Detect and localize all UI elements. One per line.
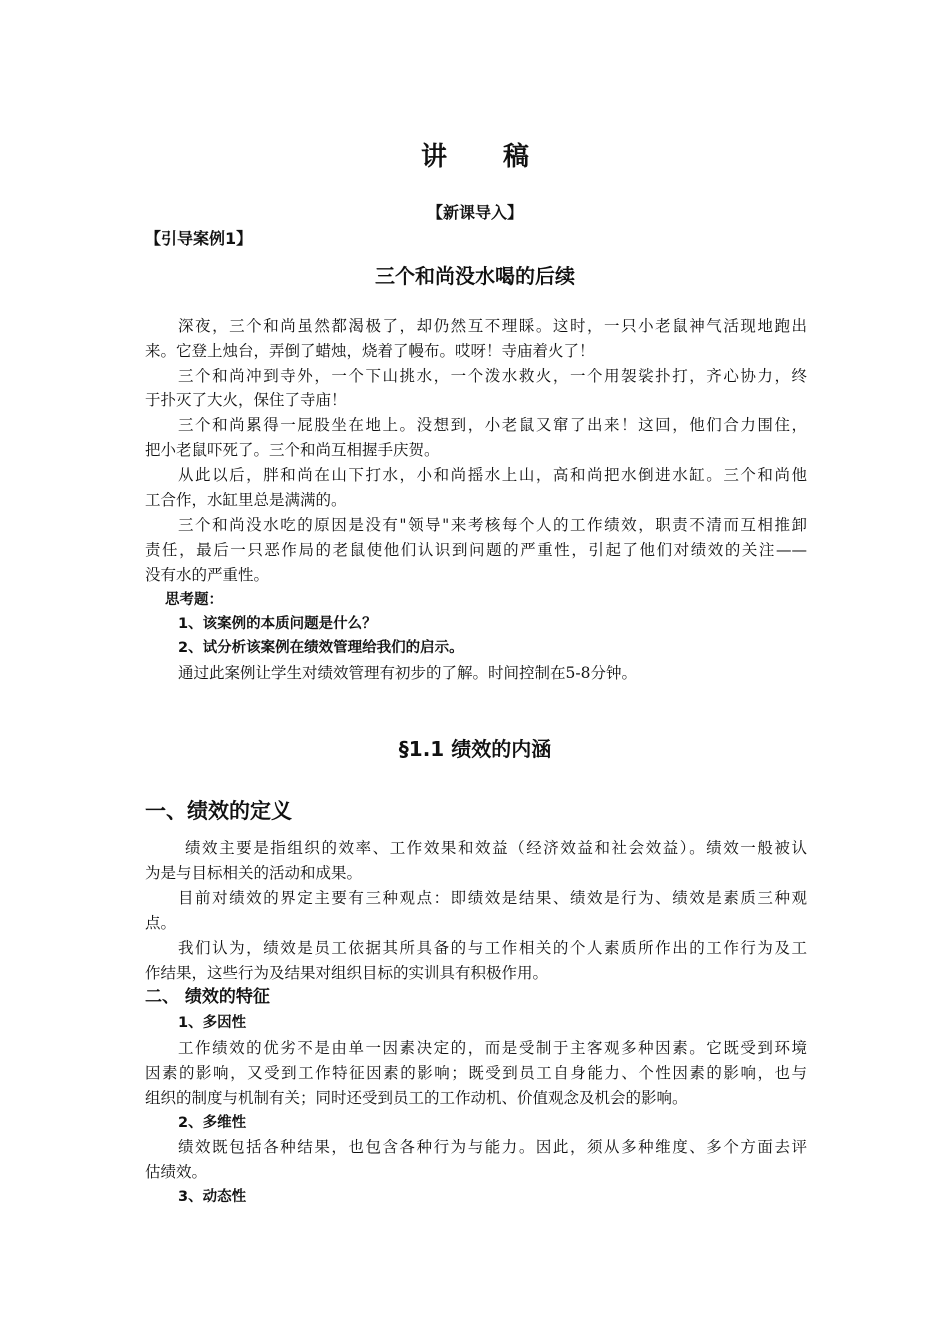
story-line: 于扑灭了大火，保住了寺庙！ (145, 391, 347, 409)
feature-line: 估绩效。 (145, 1163, 208, 1181)
case-label: 【引导案例1】 (145, 229, 253, 248)
section-title: §1.1 绩效的内涵 (398, 737, 552, 761)
feature-line: 工作绩效的优劣不是由单一因素决定的，而是受制于主客观多种因素。它既受到环境 (178, 1039, 807, 1057)
title-char-1: 讲 (420, 142, 447, 172)
story-line: 责任，最后一只恶作局的老鼠使他们认识到问题的严重性，引起了他们对绩效的关注—— (145, 541, 807, 559)
feature-title: 2、多维性 (178, 1115, 247, 1131)
feature-line: 因素的影响，又受到工作特征因素的影响；既受到员工自身能力、个性因素的影响，也与 (145, 1064, 807, 1082)
story-line: 三个和尚累得一屁股坐在地上。没想到，小老鼠又窜了出来！这回，他们合力围住， (178, 416, 807, 434)
feature-line: 绩效既包括各种结果，也包含各种行为与能力。因此，须从多种维度、多个方面去评 (178, 1138, 807, 1156)
question-item: 2、试分析该案例在绩效管理给我们的启示。 (178, 640, 464, 656)
definition-line: 作结果，这些行为及结果对组织目标的实训具有积极作用。 (145, 964, 549, 982)
story-line: 从此以后，胖和尚在山下打水，小和尚摇水上山，高和尚把水倒进水缸。三个和尚他 (178, 466, 807, 484)
heading-definition: 一、绩效的定义 (145, 799, 292, 823)
definition-line: 点。 (145, 914, 177, 932)
definition-line: 我们认为，绩效是员工依据其所具备的与工作相关的个人素质所作出的工作行为及工 (178, 939, 807, 957)
feature-title: 1、多因性 (178, 1015, 247, 1031)
feature-line: 组织的制度与机制有关；同时还受到员工的工作动机、价值观念及机会的影响。 (145, 1089, 688, 1107)
story-line: 来。它登上烛台，弄倒了蜡烛，烧着了幔布。哎呀！寺庙着火了！ (145, 342, 595, 360)
story-title: 三个和尚没水喝的后续 (375, 264, 575, 288)
question-item: 1、该案例的本质问题是什么？ (178, 616, 377, 632)
story-line: 三个和尚没水吃的原因是没有"领导"来考核每个人的工作绩效，职责不清而互相推卸 (178, 516, 807, 534)
questions-label: 思考题： (165, 592, 223, 608)
story-line: 没有水的严重性。 (145, 566, 270, 584)
title-char-2: 稿 (503, 142, 530, 172)
story-line: 把小老鼠吓死了。三个和尚互相握手庆贺。 (145, 441, 440, 459)
definition-line: 目前对绩效的界定主要有三种观点：即绩效是结果、绩效是行为、绩效是素质三种观 (178, 889, 807, 907)
story-line: 深夜，三个和尚虽然都渴极了，却仍然互不理睬。这时，一只小老鼠神气活现地跑出 (178, 317, 807, 335)
feature-title: 3、动态性 (178, 1189, 247, 1205)
document-title (0, 136, 950, 173)
case-note: 通过此案例让学生对绩效管理有初步的了解。时间控制在5-8分钟。 (178, 664, 637, 682)
story-line: 工合作，水缸里总是满满的。 (145, 491, 347, 509)
story-line: 三个和尚冲到寺外，一个下山挑水，一个泼水救火，一个用袈裟扑打，齐心协力，终 (178, 367, 807, 385)
new-lesson-heading: 【新课导入】 (426, 203, 523, 222)
heading-features: 二、 绩效的特征 (145, 987, 270, 1007)
definition-line: 为是与目标相关的活动和成果。 (145, 864, 363, 882)
definition-line: 绩效主要是指组织的效率、工作效果和效益（经济效益和社会效益）。绩效一般被认 (185, 839, 807, 857)
